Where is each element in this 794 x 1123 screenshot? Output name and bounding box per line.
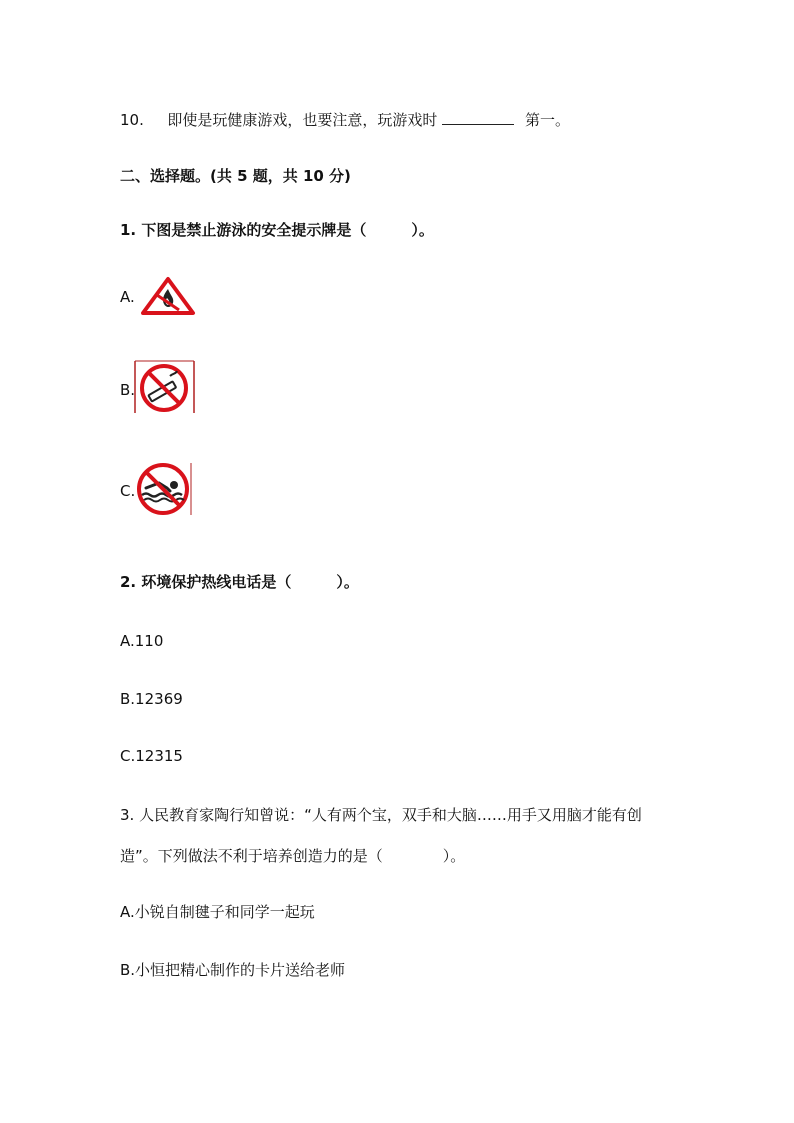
- q2-stem: 2. 环境保护热线电话是（ ）。: [120, 573, 359, 591]
- q1-option-b-label[interactable]: B.: [120, 381, 136, 399]
- no-smoking-sign-icon: [134, 360, 196, 414]
- q3-stem-line1: 3. 人民教育家陶行知曾说：“人有两个宝，双手和大脑……用手又用脑才能有创: [120, 806, 642, 824]
- q3-stem-line2: 造”。下列做法不利于培养创造力的是（ ）。: [120, 847, 466, 865]
- q2-option-a[interactable]: A.110: [120, 632, 164, 650]
- q1-stem: 1. 下图是禁止游泳的安全提示牌是（ ）。: [120, 221, 434, 239]
- q10-line: [120, 110, 570, 130]
- q2-option-b[interactable]: B.12369: [120, 690, 183, 708]
- no-fire-warning-icon: [140, 276, 196, 316]
- section2-title: 二、选择题。(共 5 题，共 10 分): [120, 167, 351, 185]
- q1-option-a-label[interactable]: A.: [120, 288, 135, 306]
- no-swimming-sign-icon: [134, 461, 194, 517]
- q10-text-after: 第一。: [525, 111, 571, 129]
- q2-option-c[interactable]: C.12315: [120, 747, 183, 765]
- q3-option-a[interactable]: A.小锐自制毽子和同学一起玩: [120, 903, 315, 921]
- q10-answer-blank[interactable]: [442, 110, 514, 125]
- q10-text-before: 即使是玩健康游戏，也要注意，玩游戏时: [167, 111, 438, 129]
- q1-option-c-label[interactable]: C.: [120, 482, 136, 500]
- q3-option-b[interactable]: B.小恒把精心制作的卡片送给老师: [120, 961, 346, 979]
- q10-number: 10.: [120, 111, 144, 129]
